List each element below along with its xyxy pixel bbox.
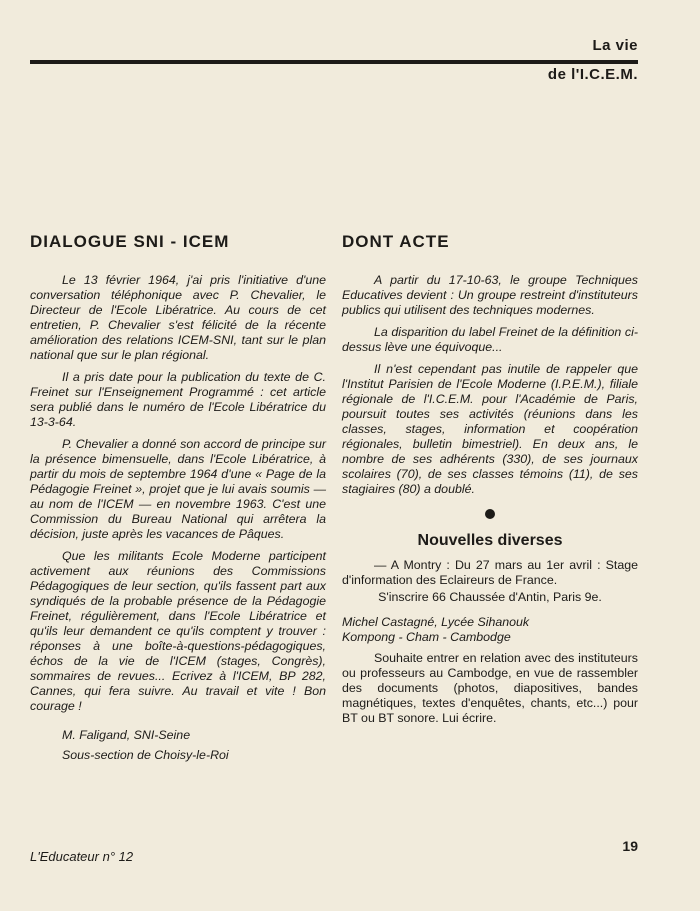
signature-section: Sous-section de Choisy-le-Roi [62, 748, 229, 762]
paragraph: A partir du 17-10-63, le groupe Techniques Educatives devient : Un groupe restreint d'instituteurs publics qui utilisent des techniques modernes. [342, 273, 638, 317]
section-label-line2: de l'I.C.E.M. [547, 66, 638, 83]
page-number: 19 [622, 838, 638, 854]
paragraph: Le 13 février 1964, j'ai pris l'initiative d'une conversation téléphonique avec P. Chevalier, le Directeur de l'Ecole Libératrice. Au cours de cet entretien, P. Chevalier s'est félicité de la récente amélioration des relations ICEM-SNI, tant sur le plan national que sur le plan régional. [30, 273, 326, 362]
right-column [342, 234, 638, 733]
signature-name: M. Faligand, SNI-Seine [62, 728, 191, 742]
paragraph: La disparition du label Freinet de la définition ci-dessus lève une équivoque... [342, 325, 638, 354]
contact-location: Kompong - Cham - Cambodge [342, 630, 511, 644]
paragraph: Il n'est cependant pas inutile de rappeler que l'Institut Parisien de l'Ecole Moderne (I.P.E.M.), filiale régionale de l'I.C.E.M. pour l'Académie de Paris, poursuit toutes ses activités (réunions dans les classes, stages, information et coopération régionales, bulletin bimestriel). En deux ans, le nombre de ses adhérents (330), de ses journaux scolaires (70), de ses classes témoins (11), de ses stagiaires (80) a doublé. [342, 362, 638, 496]
left-column [30, 234, 326, 768]
header-rule [30, 60, 638, 64]
news-title: Nouvelles diverses [417, 532, 563, 549]
paragraph: Que les militants Ecole Moderne participent activement aux réunions des Commissions Pédagogiques de leur section, qu'ils fassent part aux syndiqués de la probable présence de la Pédagogie Freinet, régulièrement, dans l'Ecole Libératrice et qu'ils leur demandent ce qu'ils comptent y trouver : réponses à une boîte-à-questions-pédagogiques, échos de la vie de l'ICEM (stages, Congrès), sommaires de revues... Ecrivez à l'ICEM, BP 282, Cannes, qui fera suivre. Au travail et vite ! Bon courage ! [30, 549, 326, 713]
section-label-line1: La vie [592, 37, 638, 54]
bullet-separator [485, 509, 495, 519]
article-title-dont-acte: DONT ACTE [342, 232, 450, 251]
signature [62, 728, 326, 763]
contact-name: Michel Castagné, Lycée Sihanouk [342, 615, 530, 629]
news-address: S'inscrire 66 Chaussée d'Antin, Paris 9e. [378, 590, 602, 604]
paragraph: P. Chevalier a donné son accord de principe sur la présence bimensuelle, dans l'Ecole Libératrice, à partir du mois de septembre 1964 d'une « Page de la Pédagogie Freinet », projet que je lui avais soumis — au nom de l'ICEM — en novembre 1963. C'est une Commission du Bureau National qui arrêtera la décision, juste après les vacances de Pâques. [30, 437, 326, 541]
news-item: — A Montry : Du 27 mars au 1er avril : Stage d'information des Eclaireurs de France. [342, 558, 638, 587]
article-title-dialogue: DIALOGUE SNI - ICEM [30, 232, 230, 251]
paragraph: Il a pris date pour la publication du texte de C. Freinet sur l'Enseignement Programmé : cet article sera publié dans le numéro de l'Ecole Libératrice du 13-3-64. [30, 370, 326, 429]
paragraph: Souhaite entrer en relation avec des instituteurs ou professeurs au Cambodge, en vue de rassembler des documents (photos, diapositives, bandes magnétiques, textes d'enquêtes, chants, etc...) pour BT ou BT sonore. Lui écrire. [342, 651, 638, 725]
journal-name: L'Educateur n° 12 [30, 849, 134, 864]
